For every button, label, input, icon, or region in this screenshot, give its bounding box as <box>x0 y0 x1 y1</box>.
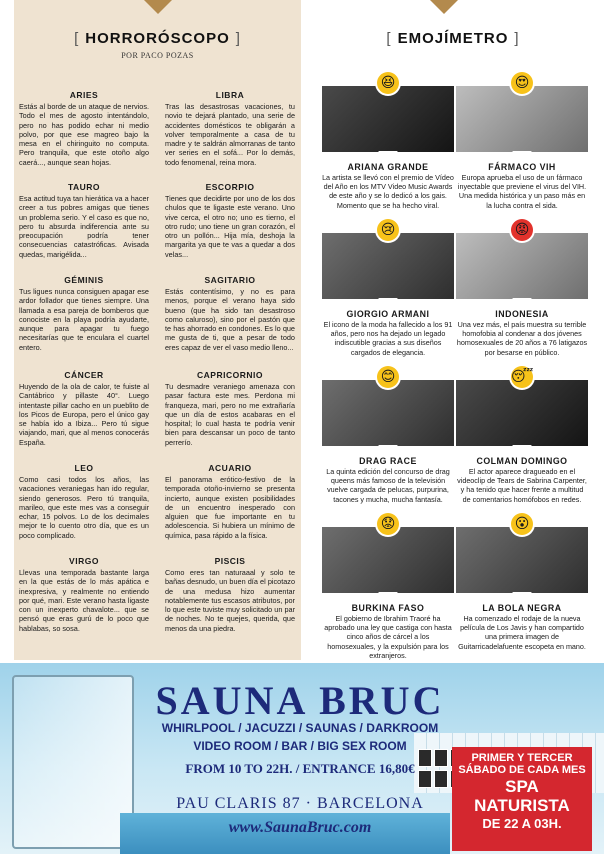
card-text: El icono de la moda ha fallecido a los 91 años, pero nos ha dejado un legado indiscutible gracias a sus diseños cargados de elegancia. <box>323 320 453 357</box>
card-text: Europa aprueba el uso de un fármaco inyectable que previene el virus del VIH. Una medida histórica y un paso más en la lucha contra el sida. <box>457 173 587 210</box>
la-bola-negra-photo <box>456 516 588 593</box>
sign-name: CÁNCER <box>64 370 104 380</box>
emoji-card-farmaco-vih <box>456 75 588 210</box>
sign-text: Huyendo de la ola de calor, te fuiste al Cantábrico y pillaste 40°. Luego intentaste pillar cacho en un pueblito de los Picos de Europa, pero el único gay se había ido a Ibiza... Pero tú sigue viajando, mari, que al menos conocerás España. <box>19 382 149 447</box>
card-text: La quinta edición del concurso de drag queens más famoso de la televisión vuelve cargada de pelucas, purpurina, tacones y mucha, mucha fantasía. <box>326 467 450 504</box>
ad-website-link[interactable]: www.SaunaBruc.com <box>228 819 372 836</box>
card-title: DRAG RACE <box>359 456 417 466</box>
emoji-card-colman-domingo <box>456 369 588 504</box>
byline: POR PACO POZAS <box>121 51 194 60</box>
ad-title: SAUNA BRUC <box>155 678 445 723</box>
gold-triangle-left <box>144 0 172 14</box>
drag-race-photo <box>322 369 454 446</box>
worried-emoji-icon: 😟 <box>377 513 399 535</box>
sign-name: ESCORPIO <box>205 182 255 192</box>
sign-name: GÉMINIS <box>64 275 104 285</box>
card-title: LA BOLA NEGRA <box>482 603 562 613</box>
sign-name: PISCIS <box>214 556 246 566</box>
horoscope-geminis <box>19 275 149 352</box>
sign-text: Tienes que decidirte por uno de los dos chulos que te ligaste este verano. Uno vive cerca, el otro no; uno es tierno, el otro rudo; uno tiene un gran corazón, el otro un pollón... Hija mía, deshoja la margarita ya que te vas a quedar a dos velas... <box>165 194 295 259</box>
indonesia-photo <box>456 222 588 299</box>
sign-text: Esa actitud tuya tan hierática va a hacer creer a tus pobres amigas que tienes un problema serio. Y el caso es que no, pero tu absurda indiferencia ante su preocupación podría tener consecuencias catastróficas. Avisada quedas, marigélida... <box>19 194 149 259</box>
card-title: GIORGIO ARMANI <box>346 309 430 319</box>
horoscope-capricornio <box>165 370 295 447</box>
badge-line5: DE 22 A 03H. <box>482 816 562 831</box>
sign-name: SAGITARIO <box>204 275 256 285</box>
card-title: BURKINA FASO <box>351 603 425 613</box>
giorgio-armani-photo <box>322 222 454 299</box>
gold-triangle-right <box>430 0 458 14</box>
crying-emoji-icon: 😢 <box>377 219 399 241</box>
emojimetro-title: [ EMOJÍMETRO ] <box>386 30 520 47</box>
sign-name: TAURO <box>67 182 101 192</box>
horoscope-piscis <box>165 556 295 633</box>
farmaco-vih-photo <box>456 75 588 152</box>
sign-name: LEO <box>74 463 94 473</box>
heart-eyes-emoji-icon: 😍 <box>511 72 533 94</box>
horoscope-virgo <box>19 556 149 633</box>
sign-name: ARIES <box>69 90 99 100</box>
emoji-card-giorgio-armani <box>322 222 454 357</box>
surprised-emoji-icon: 😮 <box>511 513 533 535</box>
badge-line2: SÁBADO DE CADA MES <box>458 764 586 776</box>
card-text: El gobierno de Ibrahim Traoré ha aprobado una ley que castiga con hasta cinco años de cárcel a los homosexuales, y la expulsión para los extranjeros. <box>324 614 452 660</box>
sign-text: El panorama erótico-festivo de la temporada otoño-invierno se presenta incierto, aunque existen posibilidades de un encuentro inesperado con alguien que fue importante en tu adolescencia. Si hubiera un mínimo de química, pasa rápido a la física. <box>165 475 295 540</box>
badge-line1: PRIMER Y TERCER <box>471 752 573 764</box>
card-title: COLMAN DOMINGO <box>476 456 568 466</box>
card-text: Una vez más, el país muestra su terrible homofobia al condenar a dos jóvenes homosexuales de 20 años a 76 latigazos por besarse en público. <box>456 320 588 357</box>
horoscope-acuario <box>165 463 295 540</box>
horoscope-aries <box>19 90 149 167</box>
laughing-emoji-icon: 😆 <box>377 72 399 94</box>
card-text: Ha comenzado el rodaje de la nueva película de Los Javis y han compartido una primera imagen de Guitarricadelafuente escopeta en mano. <box>458 614 586 651</box>
emoji-card-indonesia <box>456 222 588 357</box>
sign-text: Llevas una temporada bastante larga en la que estás de lo más apática e inexpresiva, y realmente no entiendo por qué, mari. Este verano hasta ligaste con un inexperto chavalote... que se pensó que eras gurú de lo poco que hablabas, so sosa. <box>19 568 149 633</box>
sign-text: Tus ligues nunca consiguen apagar ese ardor follador que tienes siempre. Una llamada a esa pareja de bomberos que conociste en la playa podría ayudarte, aunque para apagar tu fuego necesitarías que te encularа el cuartel entero. <box>19 287 149 352</box>
emoji-card-burkina-faso <box>322 516 454 660</box>
badge-line4: NATURISTA <box>474 796 570 815</box>
sign-name: VIRGO <box>69 556 99 566</box>
sign-name: ACUARIO <box>208 463 252 473</box>
sign-name: CAPRICORNIO <box>197 370 263 380</box>
sign-text: Estás contentísimo, y no es para menos, porque el verano haya sido bueno (que ha sido tan desastroso como caluroso), sino por el pastón que te has ahorrado en condones. Es lo que me gusta de ti, que a pesar de todo eres capaz de ver el vaso medio lleno... <box>165 287 295 352</box>
sign-text: Tras las desastrosas vacaciones, tu novio te dejará plantado, una serie de accidentes domésticos te obligarán a volver temporalmente a casa de tu madre y te saldrán almorranas de tanto ver series en el sofá... Por lo demás, todo fenomenal, reina mora. <box>165 102 295 167</box>
sauna-bruc-ad[interactable] <box>0 663 604 854</box>
card-title: ARIANA GRANDE <box>347 162 429 172</box>
horoscope-sagitario <box>165 275 295 352</box>
emoji-card-drag-race <box>322 369 454 504</box>
emoji-card-ariana-grande <box>322 75 454 210</box>
sign-text: Tu desmadre veraniego amenaza con pasar factura este mes. Perdona mi franqueza, mari, pero no me extrañaría que un día de estos acabaras en el hospital; lo cual hasta te podría venir bien para descansar un poco de tanto perrerío. <box>165 382 295 447</box>
ariana-grande-photo <box>322 75 454 152</box>
smile-emoji-icon: 😊 <box>377 366 399 388</box>
ad-services-line2: VIDEO ROOM / BAR / BIG SEX ROOM <box>193 739 407 753</box>
card-title: FÁRMACO VIH <box>488 162 556 172</box>
card-text: La artista se llevó con el premio de Vídeo del Año en los MTV Video Music Awards de este año y se lo dedicó a los gais. Momento que se ha hecho viral. <box>322 173 454 210</box>
card-text: El actor aparece dragueado en el videoclip de Tears de Sabrina Carpenter, y ha tenido que hacer frente a multitud de comentarios homófobos en redes. <box>457 467 587 504</box>
card-title: INDONESIA <box>495 309 549 319</box>
horoscope-tauro <box>19 182 149 259</box>
sign-text: Como casi todos los años, las vacaciones veraniegas han ido regular, siendo generosos. Pero tú tranquila, marileo, que este mes vas a conseguir echar, 15 polvos. Lo de los decimales mejor te lo cuento otro día, que es un poco complicado. <box>19 475 149 540</box>
horoscope-libra <box>165 90 295 167</box>
sign-name: LIBRA <box>215 90 245 100</box>
ad-address: PAU CLARIS 87 · BARCELONA <box>176 795 424 812</box>
sign-text: Estás al borde de un ataque de nervios. Todo el mes de agosto intentándolo, pero no has podido echar ni medio polvo, por que ese magreo bajo la mesa en el chiringuito no computa. Pero tranquila, que este otoño algo caerá..., aunque sean hojas. <box>19 102 149 167</box>
badge-line3: SPA <box>505 777 539 796</box>
colman-domingo-photo <box>456 369 588 446</box>
sleeping-emoji-icon: 😴 <box>511 366 533 388</box>
emoji-card-la-bola-negra <box>456 516 588 651</box>
sign-text: Como eres tan naturaaal y solo te bañas desnudo, un buen día el picotazo de una medusa hizo aumentar notablemente tus escasos atributos, por lo que este tuviste muy solicitado un par de noches. No te quejes, querida, que menos da una piedra. <box>165 568 295 633</box>
ad-hours: FROM 10 TO 22H. / ENTRANCE 16,80€ <box>185 761 415 776</box>
burkina-faso-photo <box>322 516 454 593</box>
spa-naturista-badge <box>452 747 592 851</box>
horoscope-cancer <box>19 370 149 447</box>
horoscopo-title: [ HORRORÓSCOPO ] <box>74 30 241 47</box>
shower-cabin-image <box>12 675 134 849</box>
horoscope-leo <box>19 463 149 540</box>
angry-emoji-icon: 😡 <box>511 219 533 241</box>
ad-services-line1: WHIRLPOOL / JACUZZI / SAUNAS / DARKROOM <box>161 721 439 735</box>
horoscope-escorpio <box>165 182 295 259</box>
